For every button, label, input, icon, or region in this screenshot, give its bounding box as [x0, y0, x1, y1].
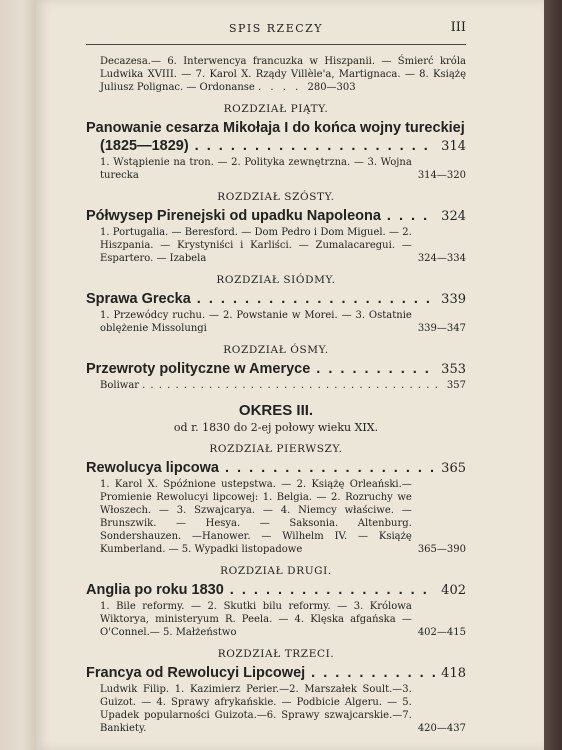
- sub-pages: 365—390: [417, 544, 466, 555]
- running-title: SPIS RZECZY: [228, 22, 324, 35]
- chapter-title-row: [86, 459, 466, 478]
- chapter-heading: ROZDZIAŁ PIĄTY.: [223, 103, 329, 115]
- dot-leader: [311, 664, 435, 682]
- chapter-subentries: [100, 379, 466, 392]
- sub-line: [100, 683, 466, 735]
- sub-line: [100, 309, 466, 335]
- period-title: OKRES III.: [238, 402, 314, 419]
- period-subtitle: od r. 1830 do 2-ej połowy wieku XIX.: [173, 421, 379, 434]
- sub-pages: 357: [446, 380, 466, 391]
- chapter-title-line2: [86, 137, 466, 156]
- page-header: [86, 22, 466, 42]
- chapter-title-row: [86, 664, 466, 683]
- sub-text: 1. Portugalia. — Beresford. — Dom Pedro i Dom Miguel. — 2. Hiszpania. — Krystyniści i Karliści. — Zumalacaregui. — Espartero. — Izabela: [100, 227, 412, 264]
- continued-entry-text: Decazesa.— 6. Interwencya francuzka w Hiszpanii. — Śmierć króla Ludwika XVIII. — 7. Karol X. Rządy Villèle'a, Martignaca. — 8. Książę Juliusz Polignac. — Ordonanse: [100, 56, 466, 93]
- chapter-title: Sprawa Grecka: [86, 291, 191, 307]
- chapter-title-row: [86, 360, 466, 379]
- dot-leader: [195, 137, 436, 155]
- chapter-title-row: [86, 290, 466, 309]
- sub-pages: 339—347: [417, 323, 466, 334]
- chapter-subentries: [100, 156, 466, 182]
- sub-text: 1. Wstąpienie na tron. — 2. Polityka zewnętrzna. — 3. Wojna turecka: [100, 157, 412, 181]
- chapter-heading: ROZDZIAŁ TRZECI.: [217, 648, 335, 660]
- chapter-title: Panowanie cesarza Mikołaja I do końca wojny tureckiej: [86, 120, 465, 136]
- chapter-page: 418: [441, 666, 466, 681]
- dot-leader: [230, 581, 435, 599]
- chapter-title: Przewroty polityczne w Ameryce: [86, 361, 311, 377]
- sub-text: Ludwik Filip. 1. Kazimierz Perier.—2. Marszałek Soult.—3. Guizot. — 4. Sprawy afrykańskie. — Podbicie Algeru. — 5. Upadek popularności Guizota.—6. Sprawy szwajcarskie.—7. Bankiety.: [100, 684, 412, 734]
- sub-pages: 420—437: [417, 723, 466, 734]
- sub-line: [100, 156, 466, 182]
- chapter-heading: ROZDZIAŁ PIERWSZY.: [209, 443, 343, 455]
- sub-pages: 402—415: [417, 627, 466, 638]
- chapter-page: 365: [441, 461, 466, 476]
- sub-pages: 324—334: [417, 253, 466, 264]
- dot-leader: [316, 360, 435, 378]
- table-of-contents: [86, 22, 466, 735]
- sub-text: Boliwar: [100, 380, 140, 391]
- chapter-title-cont: (1825—1829): [100, 138, 189, 154]
- chapter-subentries: [100, 478, 466, 556]
- chapter-subentries: [100, 309, 466, 335]
- chapter-subentries: [100, 683, 466, 735]
- left-page-edge: [0, 0, 40, 750]
- chapter-heading: ROZDZIAŁ SZÓSTY.: [217, 191, 335, 203]
- chapter-page: 314: [441, 139, 466, 154]
- chapter-title-row: [86, 581, 466, 600]
- sub-line: [100, 226, 466, 265]
- sub-line: [100, 600, 466, 639]
- sub-line: [100, 379, 466, 392]
- chapter-title: Półwysep Pirenejski od upadku Napoleona: [86, 208, 381, 224]
- dot-leader: [197, 290, 435, 308]
- chapter-title: Francya od Rewolucyi Lipcowej: [86, 665, 306, 681]
- dot-leader: [387, 207, 435, 225]
- sub-line: [100, 478, 466, 556]
- chapter-page: 402: [441, 583, 466, 598]
- continued-entry: Decazesa.— 6. Interwencya francuzka w Hiszpanii. — Śmierć króla Ludwika XVIII. — 7. Karol X. Rządy Villèle'a, Martignaca. — 8. Książę Juliusz Polignac. — Ordonanse . . . . 280—303: [100, 56, 466, 93]
- chapter-title: Rewolucya lipcowa: [86, 460, 219, 476]
- chapter-heading: ROZDZIAŁ DRUGI.: [220, 565, 332, 577]
- chapter-page: 324: [441, 209, 466, 224]
- chapter-heading: ROZDZIAŁ SIÓDMY.: [216, 274, 336, 286]
- header-rule: [86, 44, 466, 45]
- chapter-title-block: [86, 119, 466, 156]
- chapter-subentries: [100, 600, 466, 639]
- sub-text: 1. Przewódcy ruchu. — 2. Powstanie w Morei. — 3. Ostatnie oblężenie Missolungi: [100, 310, 412, 334]
- chapter-subentries: [100, 226, 466, 265]
- dot-leader: [225, 459, 435, 477]
- sub-pages: 314—320: [417, 170, 466, 181]
- sub-text: 1. Bile reformy. — 2. Skutki bilu reformy. — 3. Królowa Wiktorya, ministeryum R. Peela. — 4. Klęska afgańska — O'Connel.— 5. Małżeństwo: [100, 601, 412, 638]
- sub-text: 1. Karol X. Spóźnione ustepstwa. — 2. Książę Orleański.—Promienie Rewolucyi lipcowej: 1. Belgia. — 2. Rozruchy we Włoszech. — 3. Szwajcarya. — 4. Niemcy właściwe. — Brunszwik. — Hesya. — Saksonia. Altenburg. Sondershauzen. —Hanower. — Wilhelm IV. — Książę Kumberland. — 5. Wypadki listopadowe: [100, 479, 412, 555]
- continued-entry-pages: 280—303: [307, 82, 356, 93]
- page-number: III: [450, 20, 466, 35]
- chapter-title-row: [86, 207, 466, 226]
- chapter-heading: ROZDZIAŁ ÓSMY.: [223, 344, 329, 356]
- dot-leader: [142, 379, 444, 392]
- chapter-page: 353: [441, 362, 466, 377]
- chapter-page: 339: [441, 292, 466, 307]
- book-cover-edge: [544, 0, 562, 750]
- chapter-title: Anglia po roku 1830: [86, 582, 224, 598]
